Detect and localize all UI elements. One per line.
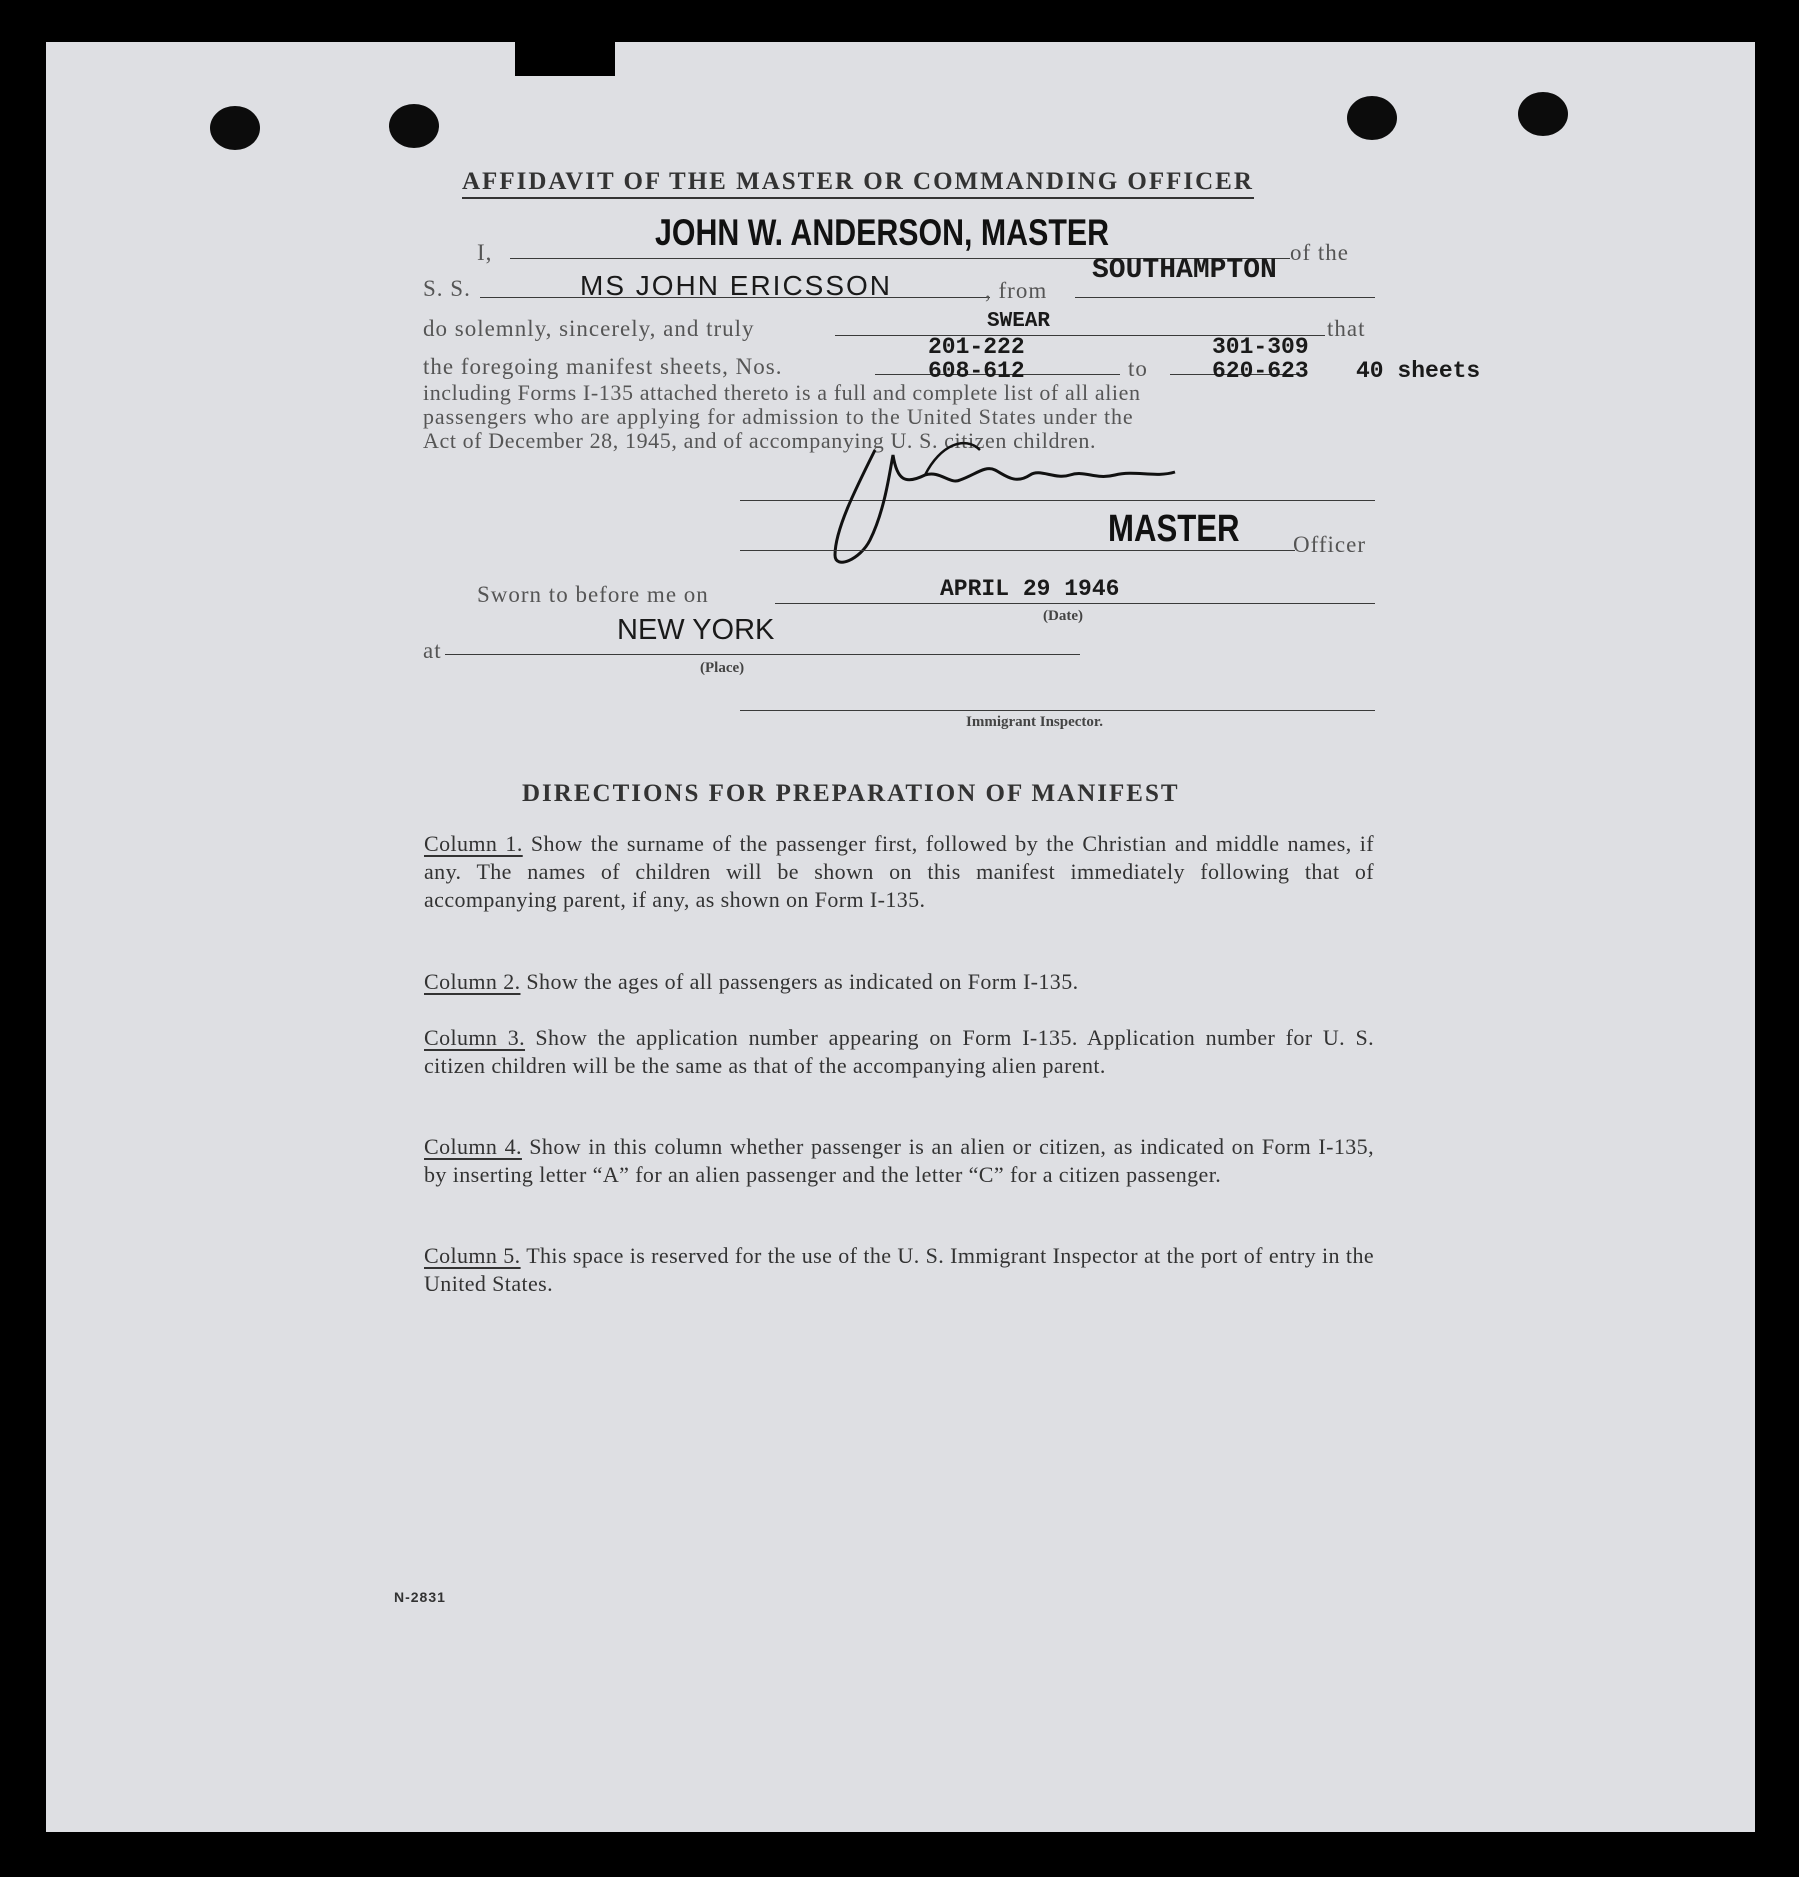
column-text: Show the surname of the passenger first, followed by the Christian and middle names, if any. The names of children will be shown on this manifest immediately following that of accompanying parent, if any, as shown on Form I-135. (424, 831, 1375, 912)
affidavit-body-line-1: including Forms I-135 attached thereto is a full and complete list of all alien (423, 380, 1141, 405)
punch-hole (1518, 92, 1568, 136)
column-label: Column 5. (424, 1243, 521, 1268)
column-label: Column 4. (424, 1134, 522, 1159)
directions-title: DIRECTIONS FOR PREPARATION OF MANIFEST (522, 780, 1180, 807)
of-the-label: of the (1290, 240, 1350, 265)
column-label: Column 3. (424, 1025, 526, 1050)
affidavit-body-line-2: passengers who are applying for admission to the United States under the (423, 404, 1134, 429)
direction-column-1 (424, 830, 1374, 914)
i-label: I, (477, 240, 493, 265)
place-caption: (Place) (700, 660, 745, 676)
affidavit-body-line-3: Act of December 28, 1945, and of accompanying U. S. citizen children. (423, 428, 1097, 453)
direction-column-5 (424, 1242, 1374, 1298)
nos-to-bottom: 620-623 (1212, 358, 1309, 384)
sworn-date: APRIL 29 1946 (940, 576, 1120, 602)
form-number: N-2831 (394, 1589, 446, 1605)
direction-column-3 (424, 1024, 1374, 1080)
column-text: Show in this column whether passenger is an alien or citizen, as indicated on Form I-135, by inserting letter “A” for an alien passenger and the letter “C” for a citizen passenger. (424, 1134, 1374, 1187)
officer-rank-stamp: MASTER (1108, 508, 1240, 550)
date-line (775, 603, 1375, 604)
master-name-stamp: JOHN W. ANDERSON, MASTER (655, 212, 1110, 253)
sheet-count: 40 sheets (1356, 358, 1481, 384)
punch-hole (1347, 96, 1397, 140)
date-caption: (Date) (1043, 608, 1083, 624)
ship-name: MS JOHN ERICSSON (580, 270, 893, 301)
column-text: Show the ages of all passengers as indicated on Form I-135. (526, 969, 1079, 994)
at-label: at (423, 638, 442, 663)
do-solemnly-label: do solemnly, sincerely, and truly (423, 316, 755, 341)
column-text: This space is reserved for the use of the U. S. Immigrant Inspector at the port of entry in the United States. (424, 1243, 1375, 1296)
place-name: NEW YORK (617, 614, 775, 646)
port-line (1075, 297, 1375, 298)
place-line (445, 654, 1080, 655)
punch-hole (210, 106, 260, 150)
foregoing-label: the foregoing manifest sheets, Nos. (423, 354, 783, 379)
column-label: Column 1. (424, 831, 523, 856)
ss-label: S. S. (423, 276, 471, 301)
direction-column-2 (424, 968, 1374, 996)
torn-edge (515, 42, 615, 76)
sworn-label: Sworn to before me on (477, 582, 709, 607)
inspector-line (740, 710, 1375, 711)
column-text: Show the application number appearing on Form I-135. Application number for U. S. citizen children will be the same as that of the accompanying alien parent. (424, 1025, 1374, 1078)
document-page (46, 42, 1755, 1832)
inspector-caption: Immigrant Inspector. (966, 714, 1103, 730)
direction-column-4 (424, 1133, 1374, 1189)
affidavit-title: AFFIDAVIT OF THE MASTER OR COMMANDING OFFICER (462, 168, 1254, 199)
oath-word: SWEAR (987, 310, 1051, 333)
nos-to-top: 301-309 (1212, 334, 1309, 360)
nos-from-bottom: 608-612 (928, 358, 1025, 384)
nos-from-top: 201-222 (928, 334, 1025, 360)
column-label: Column 2. (424, 969, 521, 994)
port-name: SOUTHAMPTON (1092, 255, 1277, 286)
from-label: , from (985, 278, 1048, 303)
officer-label: Officer (1293, 532, 1366, 557)
punch-hole (389, 104, 439, 148)
that-label: that (1327, 316, 1366, 341)
to-label: to (1128, 356, 1148, 381)
